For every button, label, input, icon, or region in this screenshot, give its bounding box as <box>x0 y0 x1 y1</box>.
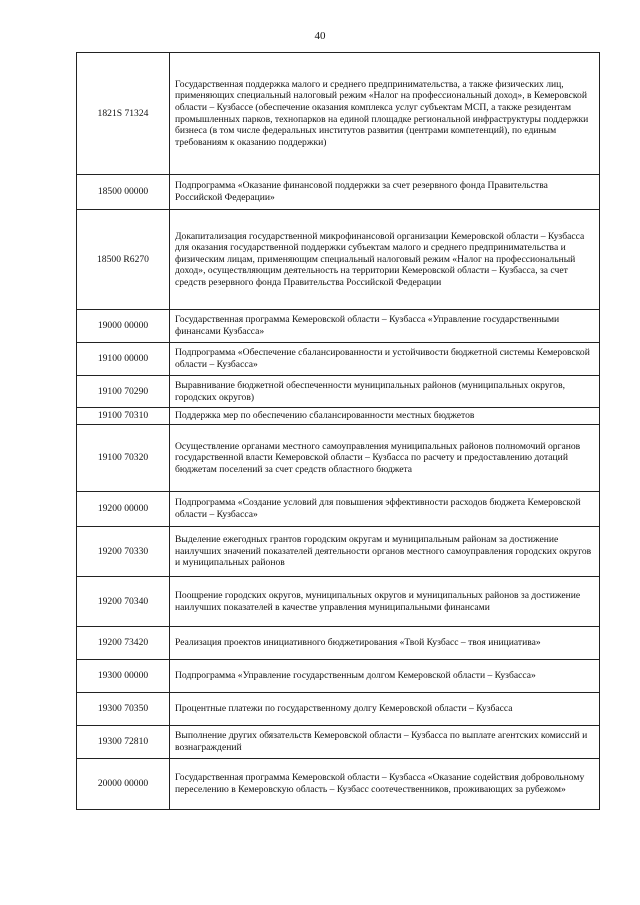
table-row <box>77 627 600 660</box>
target-article-description: Подпрограмма «Обеспечение сбалансированности и устойчивости бюджетной системы Кемеровской области – Кузбасса» <box>170 343 600 376</box>
table-row <box>77 210 600 310</box>
target-article-description: Выравнивание бюджетной обеспеченности муниципальных районов (муниципальных округов, городских округов) <box>170 376 600 408</box>
target-article-code: 19200 00000 <box>77 492 170 527</box>
target-article-code: 19200 70330 <box>77 527 170 577</box>
target-article-code: 19000 00000 <box>77 310 170 343</box>
table-row <box>77 376 600 408</box>
target-article-code: 20000 00000 <box>77 759 170 810</box>
table-row <box>77 527 600 577</box>
target-article-description: Реализация проектов инициативного бюджетирования «Твой Кузбасс – твоя инициатива» <box>170 627 600 660</box>
target-article-code: 1821S 71324 <box>77 53 170 175</box>
table-row <box>77 310 600 343</box>
target-article-code: 18500 R6270 <box>77 210 170 310</box>
target-article-description: Процентные платежи по государственному долгу Кемеровской области – Кузбасса <box>170 693 600 726</box>
target-article-code: 19100 00000 <box>77 343 170 376</box>
target-article-code: 18500 00000 <box>77 175 170 210</box>
target-article-description: Государственная поддержка малого и среднего предпринимательства, а также физических лиц, применяющих специальный налоговый режим «Налог на профессиональный доход», в Кемеровской области – Кузбассе (обеспечение оказания комплекса услуг субъектам МСП, а также резидентам промышленных парков, технопарков на единой площадке региональной инфраструктуры поддержки бизнеса (в том числе федеральных институтов развития (центрами компетенций), по единым требованиям к оказанию поддержки) <box>170 53 600 175</box>
target-article-code: 19300 72810 <box>77 726 170 759</box>
target-article-code: 19300 70350 <box>77 693 170 726</box>
target-article-code: 19200 70340 <box>77 577 170 627</box>
table-row <box>77 726 600 759</box>
target-article-code: 19100 70290 <box>77 376 170 408</box>
table-row <box>77 425 600 492</box>
target-article-code: 19100 70310 <box>77 408 170 425</box>
table-row <box>77 343 600 376</box>
budget-classification-table <box>76 52 600 810</box>
target-article-description: Государственная программа Кемеровской области – Кузбасса «Оказание содействия добровольному переселению в Кемеровскую область – Кузбасс соотечественников, проживающих за рубежом» <box>170 759 600 810</box>
table-row <box>77 759 600 810</box>
target-article-description: Поощрение городских округов, муниципальных округов и муниципальных районов за достижение наилучших показателей в качестве управления муниципальными финансами <box>170 577 600 627</box>
target-article-description: Подпрограмма «Оказание финансовой поддержки за счет резервного фонда Правительства Российской Федерации» <box>170 175 600 210</box>
target-article-description: Подпрограмма «Создание условий для повышения эффективности расходов бюджета Кемеровской области – Кузбасса» <box>170 492 600 527</box>
table-row <box>77 577 600 627</box>
target-article-description: Осуществление органами местного самоуправления муниципальных районов полномочий органов государственной власти Кемеровской области – Кузбасса по расчету и предоставлению дотаций бюджетам поселений за счет средств областного бюджета <box>170 425 600 492</box>
target-article-description: Выполнение других обязательств Кемеровской области – Кузбасса по выплате агентских комиссий и вознаграждений <box>170 726 600 759</box>
page-number: 40 <box>314 30 326 42</box>
target-article-description: Докапитализация государственной микрофинансовой организации Кемеровской области – Кузбасса для оказания государственной поддержки субъектам малого и среднего предпринимательства и физическим лицам, применяющим специальный налоговый режим «Налог на профессиональный доход», осуществляющим деятельность на территории Кемеровской области – Кузбасса, за счет средств резервного фонда Правительства Российской Федерации <box>170 210 600 310</box>
table-row <box>77 408 600 425</box>
table-row <box>77 492 600 527</box>
table-row <box>77 693 600 726</box>
table-row <box>77 53 600 175</box>
target-article-description: Подпрограмма «Управление государственным долгом Кемеровской области – Кузбасса» <box>170 660 600 693</box>
target-article-code: 19200 73420 <box>77 627 170 660</box>
target-article-code: 19100 70320 <box>77 425 170 492</box>
target-article-description: Поддержка мер по обеспечению сбалансированности местных бюджетов <box>170 408 600 425</box>
table-row <box>77 660 600 693</box>
target-article-description: Выделение ежегодных грантов городским округам и муниципальным районам за достижение наилучших значений показателей деятельности органов местного самоуправления городских округов и муниципальных районов <box>170 527 600 577</box>
table-row <box>77 175 600 210</box>
target-article-description: Государственная программа Кемеровской области – Кузбасса «Управление государственными финансами Кузбасса» <box>170 310 600 343</box>
target-article-code: 19300 00000 <box>77 660 170 693</box>
